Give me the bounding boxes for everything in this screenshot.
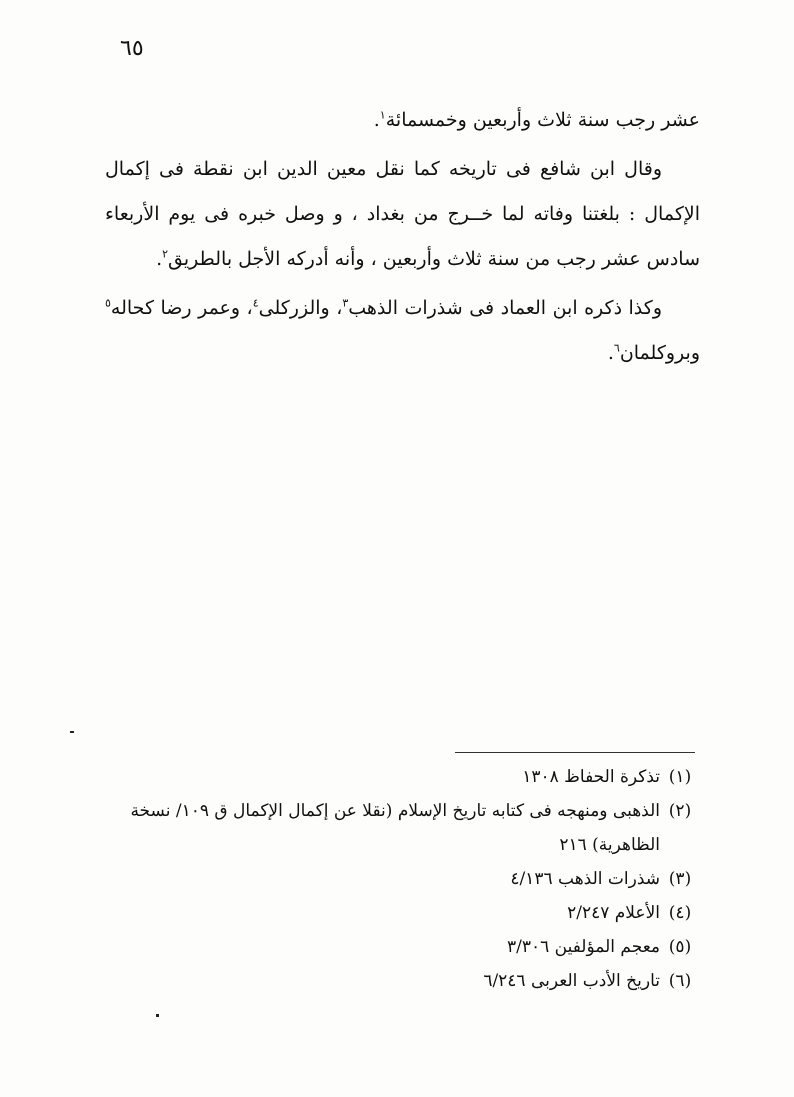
paragraph-2-text: وقال ابن شافع فى تاريخه كما نقل معين الدين ابن نقطة فى إكمال الإكمال : بلغتنا وفاته لما خــرج من بغداد ، و وصل خبره فى يوم الأربعاء سادس عشر رجب من سنة ثلاث وأربعين ، وأنه أدركه الأجل بالطريق — [105, 158, 700, 270]
paragraph-1-tail: . — [373, 109, 380, 131]
footnote-6 — [100, 964, 700, 998]
footnote-number: (٢) — [668, 801, 692, 821]
paragraph-3 — [105, 286, 700, 376]
footnote-ref-3: ٣ — [342, 296, 349, 310]
paragraph-2 — [105, 147, 700, 282]
footnote-ref-6: ٦ — [613, 341, 620, 355]
footnote-ref-1: ١ — [379, 108, 386, 122]
footnote-text: الأعلام ٢/٢٤٧ — [567, 903, 660, 923]
footnote-1 — [100, 760, 700, 794]
paragraph-3-part-1: وكذا ذكره ابن العماد فى شذرات الذهب — [348, 297, 663, 319]
footnote-ref-5: ٥ — [105, 296, 111, 310]
footnote-text: شذرات الذهب ٤/١٣٦ — [510, 869, 660, 889]
footnote-number: (٤) — [668, 903, 692, 923]
paragraph-3-part-3: ، وعمر رضا كحاله — [110, 297, 253, 319]
stray-ink-dot — [156, 1014, 159, 1017]
paragraph-1 — [105, 98, 700, 143]
footnote-text: تذكرة الحفاظ ١٣٠٨ — [522, 767, 660, 787]
footnote-text: تاريخ الأدب العربى ٦/٢٤٦ — [483, 971, 660, 991]
paragraph-3-part-4: وبروكلمان — [619, 342, 700, 364]
stray-ink-mark — [70, 731, 74, 733]
footnotes — [100, 760, 700, 998]
footnote-number: (٦) — [668, 971, 692, 991]
footnote-ref-4: ٤ — [252, 296, 259, 310]
footnote-text: الذهبى ومنهجه فى كتابه تاريخ الإسلام (نقلا عن إكمال الإكمال ق ١٠٩/ نسخة الظاهرية) ٢١٦ — [130, 801, 660, 855]
footnote-3 — [100, 862, 700, 896]
footnote-number: (٥) — [668, 937, 692, 957]
footnote-text: معجم المؤلفين ٣/٣٠٦ — [506, 937, 660, 957]
footnote-2 — [100, 794, 700, 862]
paragraph-2-tail: . — [156, 248, 163, 270]
paragraph-1-text: عشر رجب سنة ثلاث وأربعين وخمسمائة — [385, 109, 700, 131]
page-number: ٦٥ — [120, 36, 144, 61]
footnote-number: (٣) — [668, 869, 692, 889]
footnote-ref-2: ٢ — [162, 247, 169, 261]
paragraph-3-part-2: ، والزركلى — [258, 297, 343, 319]
footnote-4 — [100, 896, 700, 930]
footnote-5 — [100, 930, 700, 964]
footnote-number: (١) — [668, 767, 692, 787]
main-text — [105, 98, 700, 376]
paragraph-3-tail: . — [607, 342, 614, 364]
footnote-separator — [455, 752, 695, 753]
